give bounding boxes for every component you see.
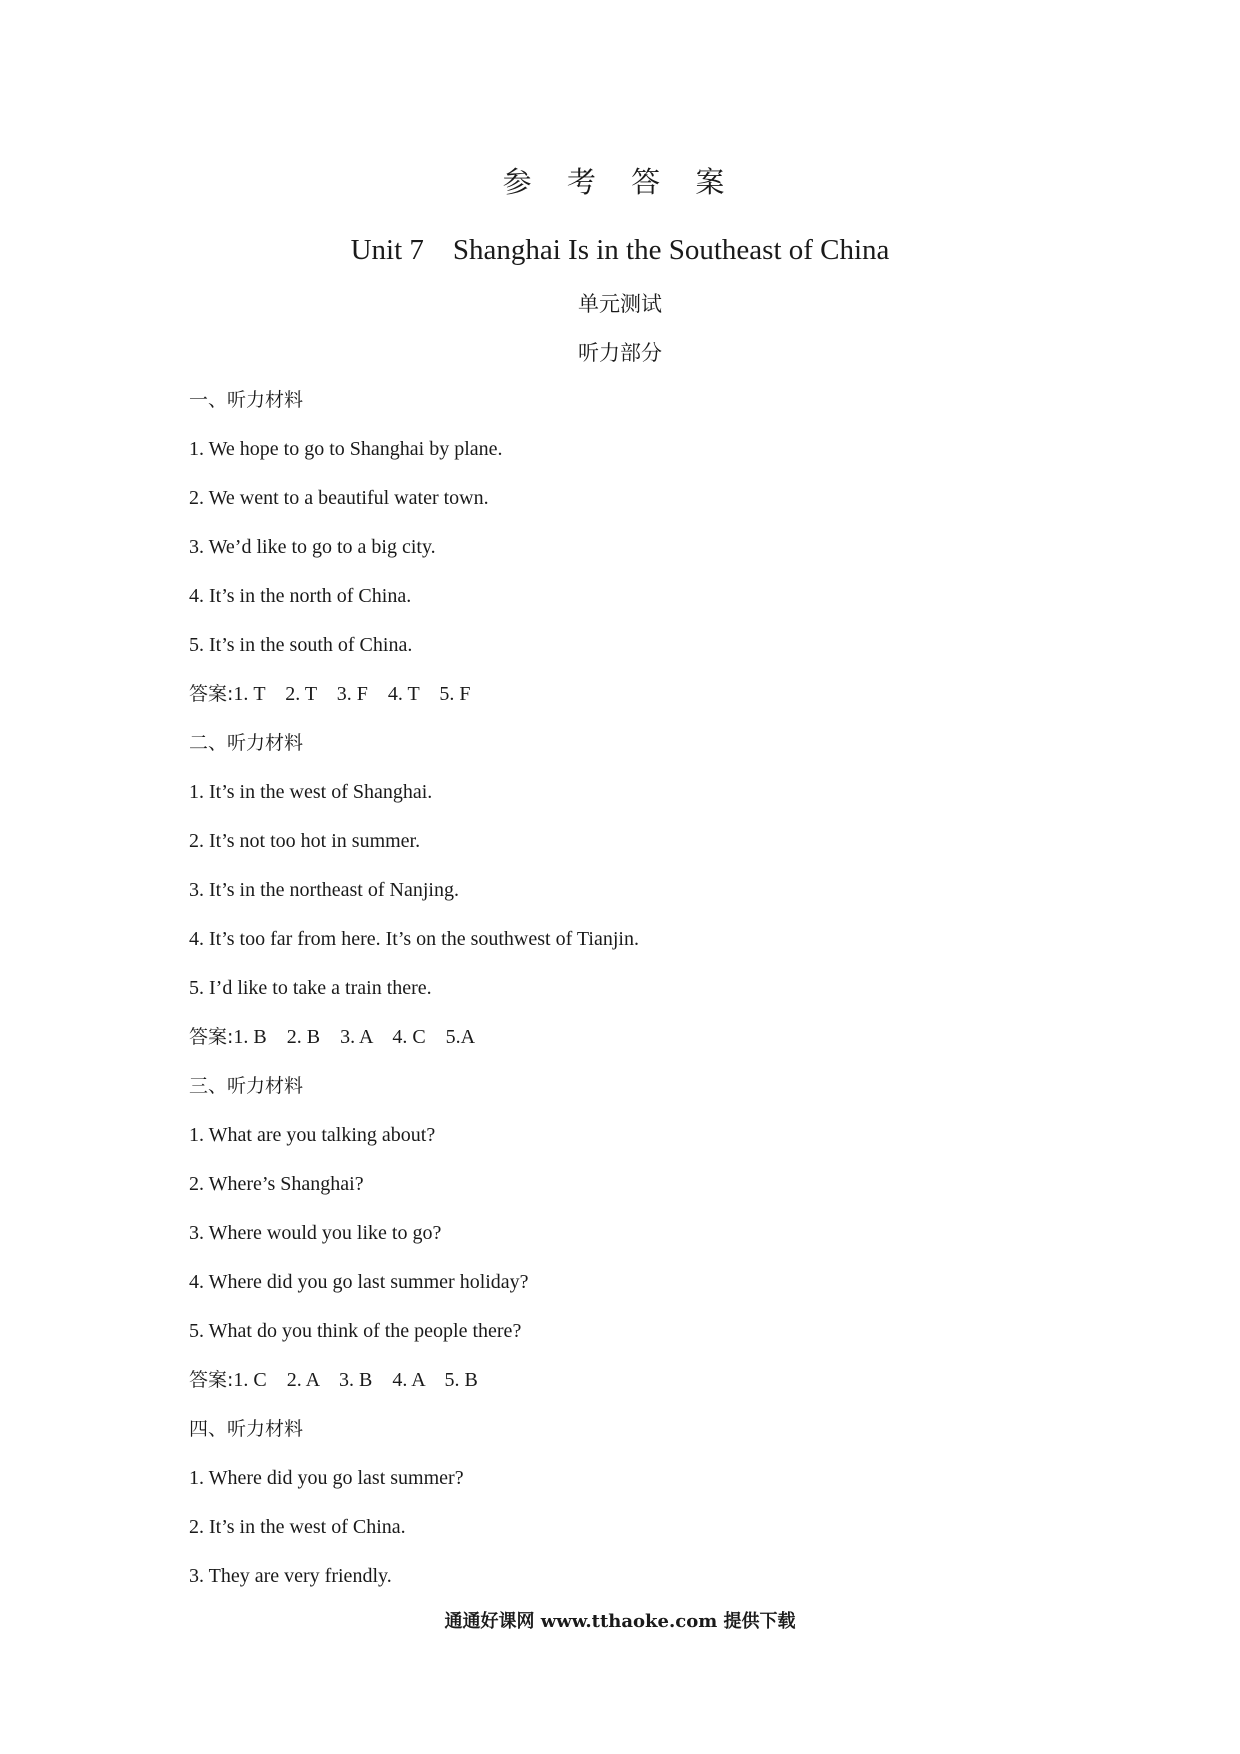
answer-text: 1. T 2. T 3. F 4. T 5. F [233,683,471,705]
listening-part-heading: 听力部分 [578,341,662,365]
list-item: 2. Where’s Shanghai? [189,1173,364,1195]
list-item: 4. It’s in the north of China. [189,585,412,607]
list-item: 5. What do you think of the people there? [189,1320,522,1342]
list-item: 3. We’d like to go to a big city. [189,536,436,558]
list-item: 2. We went to a beautiful water town. [189,487,489,509]
list-item: 5. It’s in the south of China. [189,634,413,656]
section-title: 一、听力材料 [189,389,304,411]
page-heading: 参 考 答 案 [502,165,738,199]
list-item: 1. What are you talking about? [189,1124,436,1146]
answer-text: 1. C 2. A 3. B 4. A 5. B [233,1369,478,1391]
section-title: 二、听力材料 [189,732,304,754]
list-item: 1. It’s in the west of Shanghai. [189,781,433,803]
answer-line [189,1365,1089,1414]
answer-text: 1. B 2. B 3. A 4. C 5.A [233,1026,476,1048]
list-item: 1. Where did you go last summer? [189,1467,464,1489]
list-item: 1. We hope to go to Shanghai by plane. [189,438,503,460]
list-item: 5. I’d like to take a train there. [189,977,432,999]
list-item: 4. Where did you go last summer holiday? [189,1271,529,1293]
list-item: 3. Where would you like to go? [189,1222,442,1244]
list-item: 3. They are very friendly. [189,1565,392,1587]
unit-test-heading: 单元测试 [578,292,662,316]
answer-content [189,385,1089,1610]
section-title: 三、听力材料 [189,1075,304,1097]
list-item: 2. It’s not too hot in summer. [189,830,421,852]
answer-prefix: 答案: [189,1026,234,1048]
answer-line [189,679,1089,728]
answer-prefix: 答案: [189,1369,234,1391]
list-item: 4. It’s too far from here. It’s on the southwest of Tianjin. [189,928,639,950]
unit-title: Unit 7 Shanghai Is in the Southeast of China [350,234,890,266]
list-item: 3. It’s in the northeast of Nanjing. [189,879,459,901]
section-title: 四、听力材料 [189,1418,304,1440]
answer-line [189,1022,1089,1071]
list-item: 2. It’s in the west of China. [189,1516,406,1538]
footer-watermark: 通通好课网 www.tthaoke.com 提供下载 [444,1611,796,1632]
answer-prefix: 答案: [189,683,234,705]
